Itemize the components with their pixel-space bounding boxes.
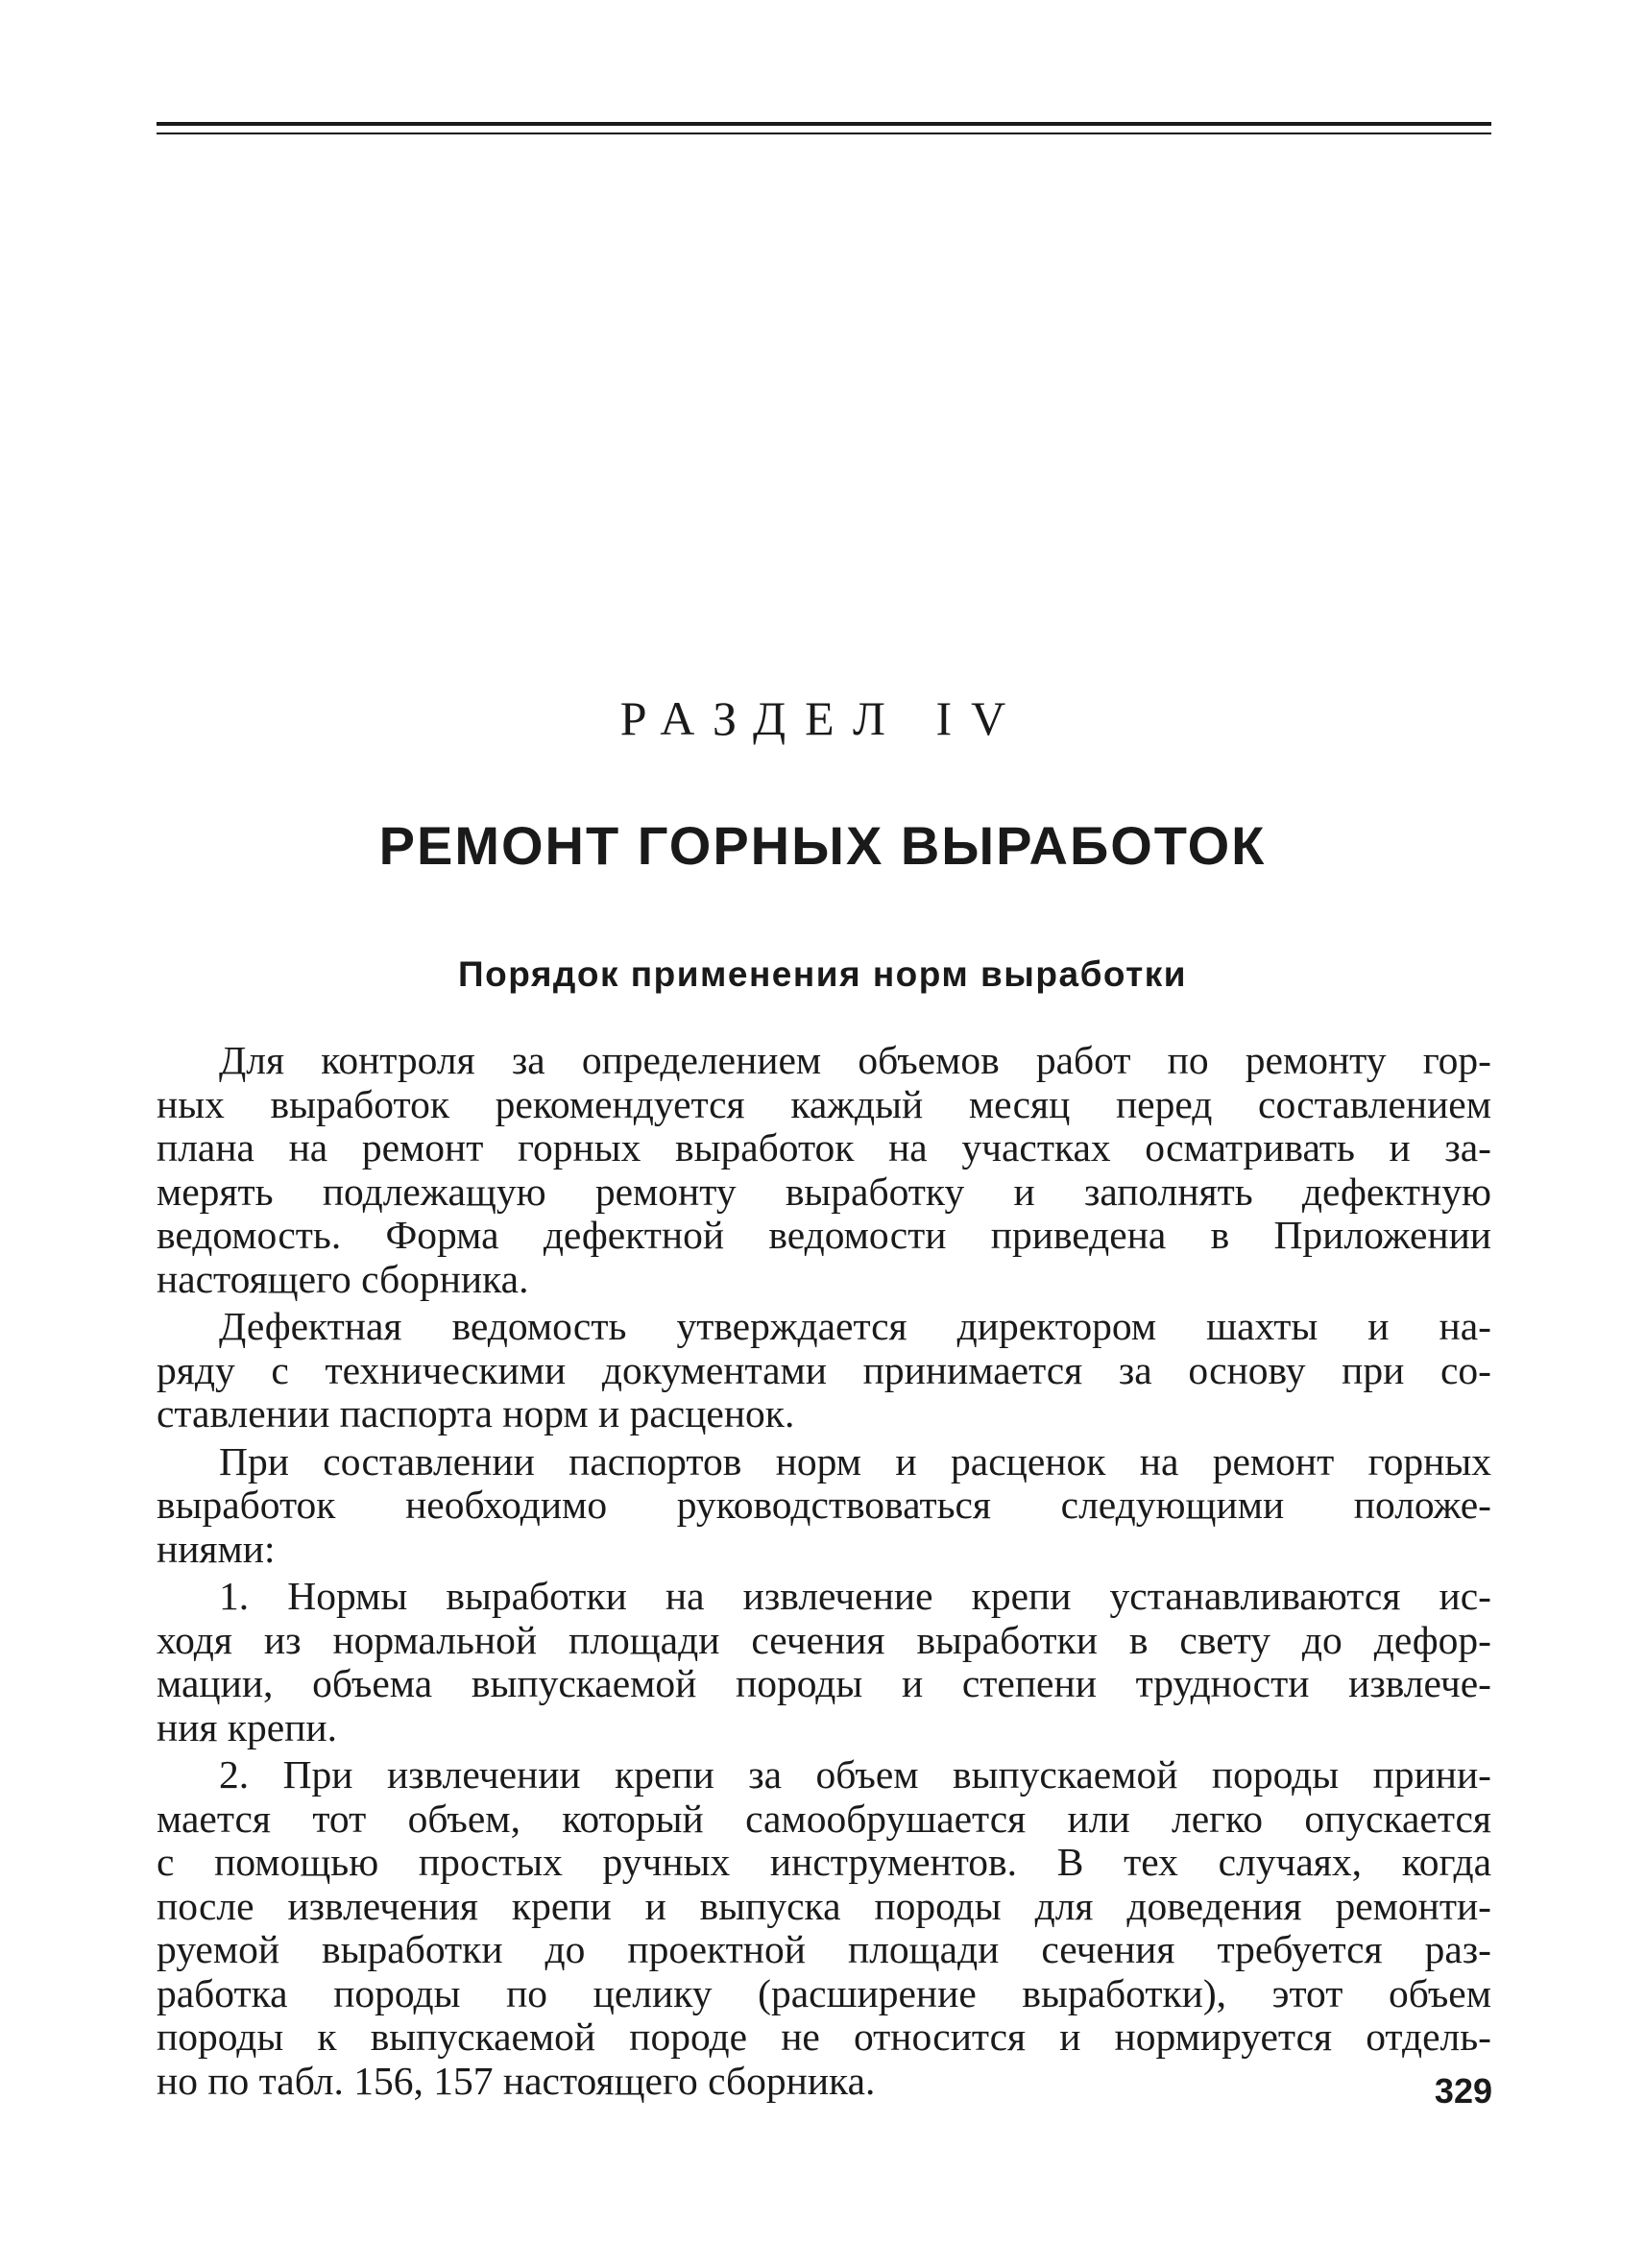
text-line: ходя из нормальной площади сечения выработки в свету до дефор- <box>157 1617 1491 1662</box>
paragraph <box>157 1305 1491 1436</box>
text-line: ных выработок рекомендуется каждый месяц перед составлением <box>157 1081 1491 1126</box>
section-title: РЕМОНТ ГОРНЫХ ВЫРАБОТОК <box>378 815 1267 876</box>
text-line: При составлении паспортов норм и расценок на ремонт горных <box>219 1438 1491 1484</box>
section-subtitle: Порядок применения норм выработки <box>458 954 1187 994</box>
paragraph <box>157 1753 1491 2103</box>
text-line: мации, объема выпускаемой породы и степени трудности извлече- <box>157 1661 1491 1705</box>
text-line: мерять подлежащую ремонту выработку и заполнять дефектную <box>157 1169 1491 1214</box>
header-rule-thin <box>157 133 1491 134</box>
text-line: выработок необходимо руководствоваться следующими положе- <box>157 1483 1491 1527</box>
paragraph <box>157 1440 1491 1572</box>
text-line: Для контроля за определением объемов работ по ремонту гор- <box>219 1038 1491 1082</box>
paragraph <box>157 1575 1491 1749</box>
page-number: 329 <box>1434 2071 1492 2111</box>
text-line: ведомость. Форма дефектной ведомости приведена в Приложении <box>157 1213 1491 1257</box>
text-line: ряду с техническими документами принимается за основу при со- <box>157 1347 1491 1392</box>
section-label: РАЗДЕЛ IV <box>619 691 1026 745</box>
text-line: плана на ремонт горных выработок на участках осматривать и за- <box>157 1125 1491 1170</box>
text-line: ния крепи. <box>157 1704 338 1749</box>
text-line: породы к выпускаемой породе не относится и нормируется отдель- <box>157 2015 1491 2059</box>
text-line: работка породы по целику (расширение выработки), этот объем <box>157 1970 1491 2015</box>
text-line: руемой выработки до проектной площади сечения требуется раз- <box>157 1927 1491 1971</box>
text-line: Дефектная ведомость утверждается директором шахты и на- <box>219 1304 1491 1348</box>
body-text <box>157 1039 1491 2107</box>
text-line: ставлении паспорта норм и расценок. <box>157 1391 795 1436</box>
text-line: 2. При извлечении крепи за объем выпускаемой породы прини- <box>219 1752 1491 1797</box>
text-line: с помощью простых ручных инструментов. В тех случаях, когда <box>157 1840 1491 1884</box>
paragraph <box>157 1039 1491 1301</box>
text-line: 1. Нормы выработки на извлечение крепи устанавливаются ис- <box>219 1574 1491 1618</box>
text-line: ниями: <box>157 1526 276 1571</box>
text-line: настоящего сборника. <box>157 1256 529 1301</box>
header-rule-thick <box>157 122 1491 126</box>
text-line: после извлечения крепи и выпуска породы для доведения ремонти- <box>157 1883 1491 1928</box>
text-line: мается тот объем, который самообрушается или легко опускается <box>157 1796 1491 1841</box>
text-line: но по табл. 156, 157 настоящего сборника. <box>157 2058 876 2103</box>
